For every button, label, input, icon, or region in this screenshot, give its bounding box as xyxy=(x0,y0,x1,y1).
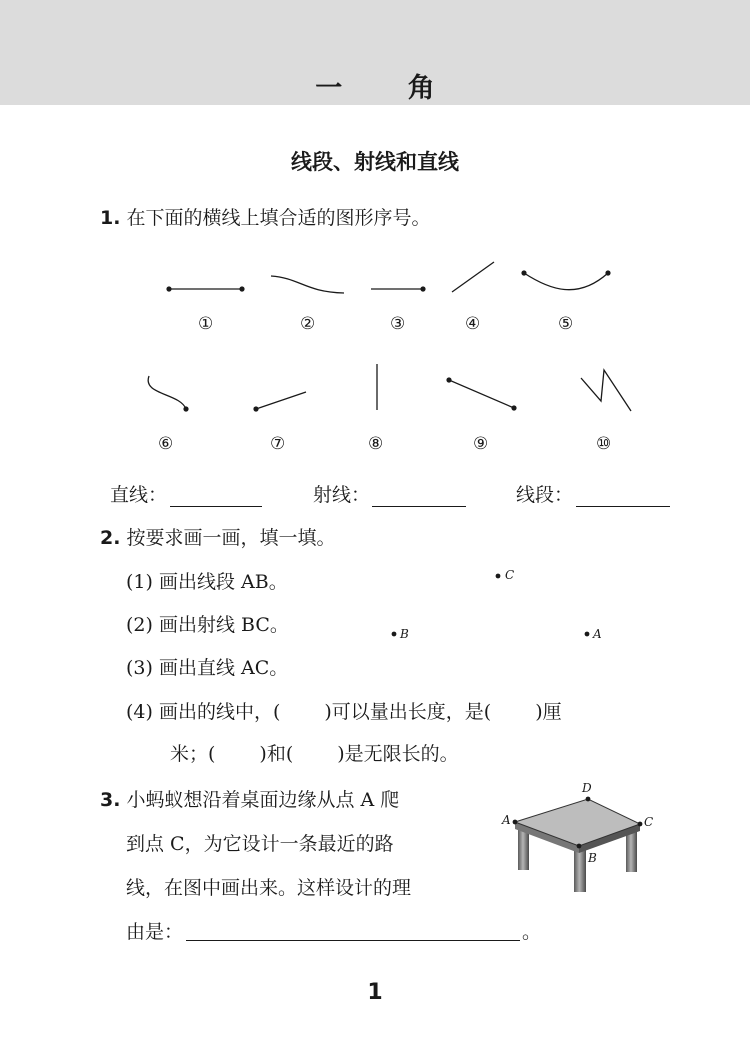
figure-label-2: ② xyxy=(300,314,316,334)
q3-number: 3. xyxy=(100,789,121,811)
q2-item-1-text: 画出线段 AB。 xyxy=(158,571,288,593)
q3-line-3: 线，在图中画出来。这样设计的理 xyxy=(126,877,412,899)
q3-line-4-prefix: 由是： xyxy=(126,921,184,943)
table-label-a: A xyxy=(502,813,511,827)
figure-label-3: ③ xyxy=(390,314,406,334)
q2-item-3-text: 画出直线 AC。 xyxy=(158,657,289,679)
table-label-c: C xyxy=(644,815,654,829)
q1-number: 1. xyxy=(100,207,121,229)
point-b-label: B xyxy=(400,627,409,641)
q2-item-2-index: (2) xyxy=(126,614,153,636)
page-number: 1 xyxy=(367,980,383,1005)
figure-label-9: ⑨ xyxy=(473,434,489,454)
q2-item-4-part5: )和( xyxy=(259,743,294,765)
figure-label-5: ⑤ xyxy=(558,314,574,334)
figure-label-1: ① xyxy=(198,314,214,334)
q3-line-1-text: 小蚂蚁想沿着桌面边缘从点 A 爬 xyxy=(126,789,400,811)
figure-label-10: ⑩ xyxy=(596,434,612,454)
figure-label-7: ⑦ xyxy=(270,434,286,454)
q2-item-1-index: (1) xyxy=(126,571,153,593)
line-answer-label: 直线： xyxy=(110,484,168,506)
q2-item-4-part6: )是无限长的。 xyxy=(337,743,459,765)
point-c-label: C xyxy=(505,568,515,582)
figure-label-8: ⑧ xyxy=(368,434,384,454)
section-title: 线段、射线和直线 xyxy=(291,150,459,174)
q2-number: 2. xyxy=(100,527,121,549)
point-a-label: A xyxy=(593,627,602,641)
q3-line-4-suffix: 。 xyxy=(522,921,542,943)
q3-line-2: 到点 C，为它设计一条最近的路 xyxy=(126,833,394,855)
q2-text: 按要求画一画，填一填。 xyxy=(126,527,336,549)
q2-item-4-part2: )可以量出长度，是( xyxy=(324,701,492,723)
q2-item-4-index: (4) xyxy=(126,701,153,723)
q2-item-4-part4: 米；( xyxy=(170,743,216,765)
table-label-b: B xyxy=(588,851,597,865)
q2-item-4-part1: 画出的线中，( xyxy=(158,701,281,723)
q2-item-3-index: (3) xyxy=(126,657,153,679)
ray-answer-label: 射线： xyxy=(313,484,371,506)
chapter-title: 一 角 xyxy=(315,73,463,104)
figure-label-6: ⑥ xyxy=(158,434,174,454)
q2-item-2-text: 画出射线 BC。 xyxy=(158,614,289,636)
segment-answer-label: 线段： xyxy=(516,484,574,506)
q2-item-4-part3: )厘 xyxy=(535,701,562,723)
figure-label-4: ④ xyxy=(465,314,481,334)
table-label-d: D xyxy=(582,781,592,795)
q1-text: 在下面的横线上填合适的图形序号。 xyxy=(126,207,431,229)
